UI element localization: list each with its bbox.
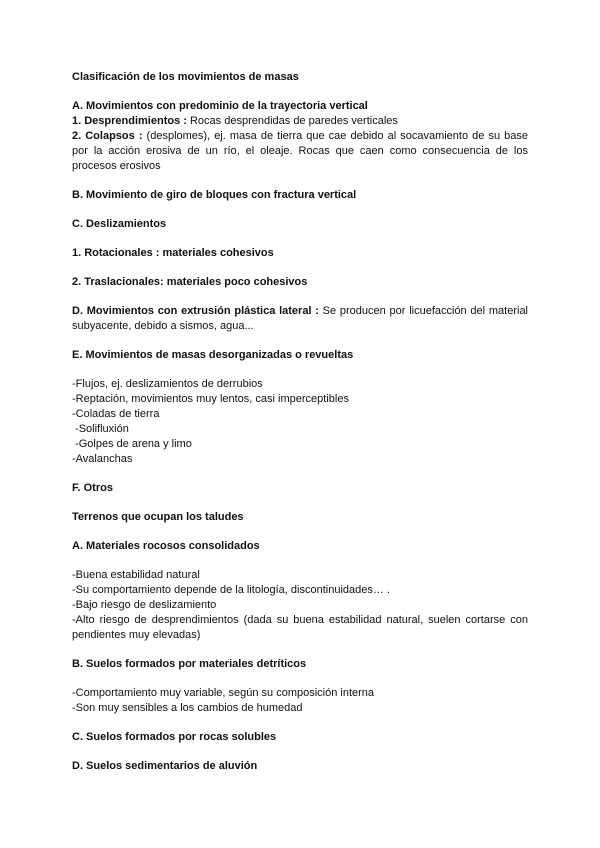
- section-a-item-2-text: (desplomes), ej. masa de tierra que cae debido al socavamiento de su base por la acción erosiva de un río, el oleaje. Rocas que caen como consecuencia de los procesos erosivos: [72, 130, 528, 172]
- section-c-heading: C. Deslizamientos: [72, 218, 167, 230]
- section-e-heading: E. Movimientos de masas desorganizadas o revueltas: [72, 349, 354, 361]
- taludes-b-item: -Son muy sensibles a los cambios de humedad: [72, 702, 303, 714]
- section-a-heading: A. Movimientos con predominio de la trayectoria vertical: [72, 100, 368, 112]
- taludes-b-heading: B. Suelos formados por materiales detríticos: [72, 658, 307, 670]
- taludes-a-item: -Alto riesgo de desprendimientos (dada su buena estabilidad natural, suelen cortarse con pendientes muy elevadas): [72, 614, 528, 641]
- taludes-c-heading: C. Suelos formados por rocas solubles: [72, 731, 277, 743]
- section-c-item-2: 2. Traslacionales: materiales poco cohesivos: [72, 276, 308, 288]
- section-b-heading: B. Movimiento de giro de bloques con fractura vertical: [72, 189, 357, 201]
- taludes-title: Terrenos que ocupan los taludes: [72, 511, 244, 523]
- section-c-item-1: 1. Rotacionales : materiales cohesivos: [72, 247, 274, 259]
- section-a-item-1-label: 1. Desprendimientos :: [72, 115, 187, 127]
- document-page: [72, 70, 528, 774]
- section-a-item-2-label: 2. Colapsos :: [72, 130, 143, 142]
- taludes-b-item: -Comportamiento muy variable, según su composición interna: [72, 687, 375, 699]
- section-a-item-2: [72, 129, 528, 174]
- taludes-a-heading: A. Materiales rocosos consolidados: [72, 540, 260, 552]
- section-e-item: -Avalanchas: [72, 453, 133, 465]
- taludes-d-heading: D. Suelos sedimentarios de aluvión: [72, 760, 258, 772]
- section-e-item: -Golpes de arena y limo: [72, 438, 192, 450]
- taludes-a-item: -Su comportamiento depende de la litología, discontinuidades… .: [72, 584, 390, 596]
- section-e-item: -Flujos, ej. deslizamientos de derrubios: [72, 378, 263, 390]
- section-e-item: -Reptación, movimientos muy lentos, casi imperceptibles: [72, 393, 349, 405]
- section-d-paragraph: [72, 304, 528, 334]
- section-e-item: -Coladas de tierra: [72, 408, 160, 420]
- section-a-item-1-text: Rocas desprendidas de paredes verticales: [186, 115, 398, 127]
- section-d-label: D. Movimientos con extrusión plástica lateral :: [72, 305, 319, 317]
- section-d-text: Se producen por licuefacción del material subyacente, debido a sismos, agua...: [72, 305, 529, 332]
- section-a-item-1: [72, 114, 528, 129]
- taludes-a-item: -Bajo riesgo de deslizamiento: [72, 599, 217, 611]
- taludes-a-item: -Buena estabilidad natural: [72, 569, 200, 581]
- section-f-heading: F. Otros: [72, 482, 113, 494]
- document-title: Clasificación de los movimientos de masas: [72, 71, 299, 83]
- section-e-item: -Solifluxión: [72, 423, 129, 435]
